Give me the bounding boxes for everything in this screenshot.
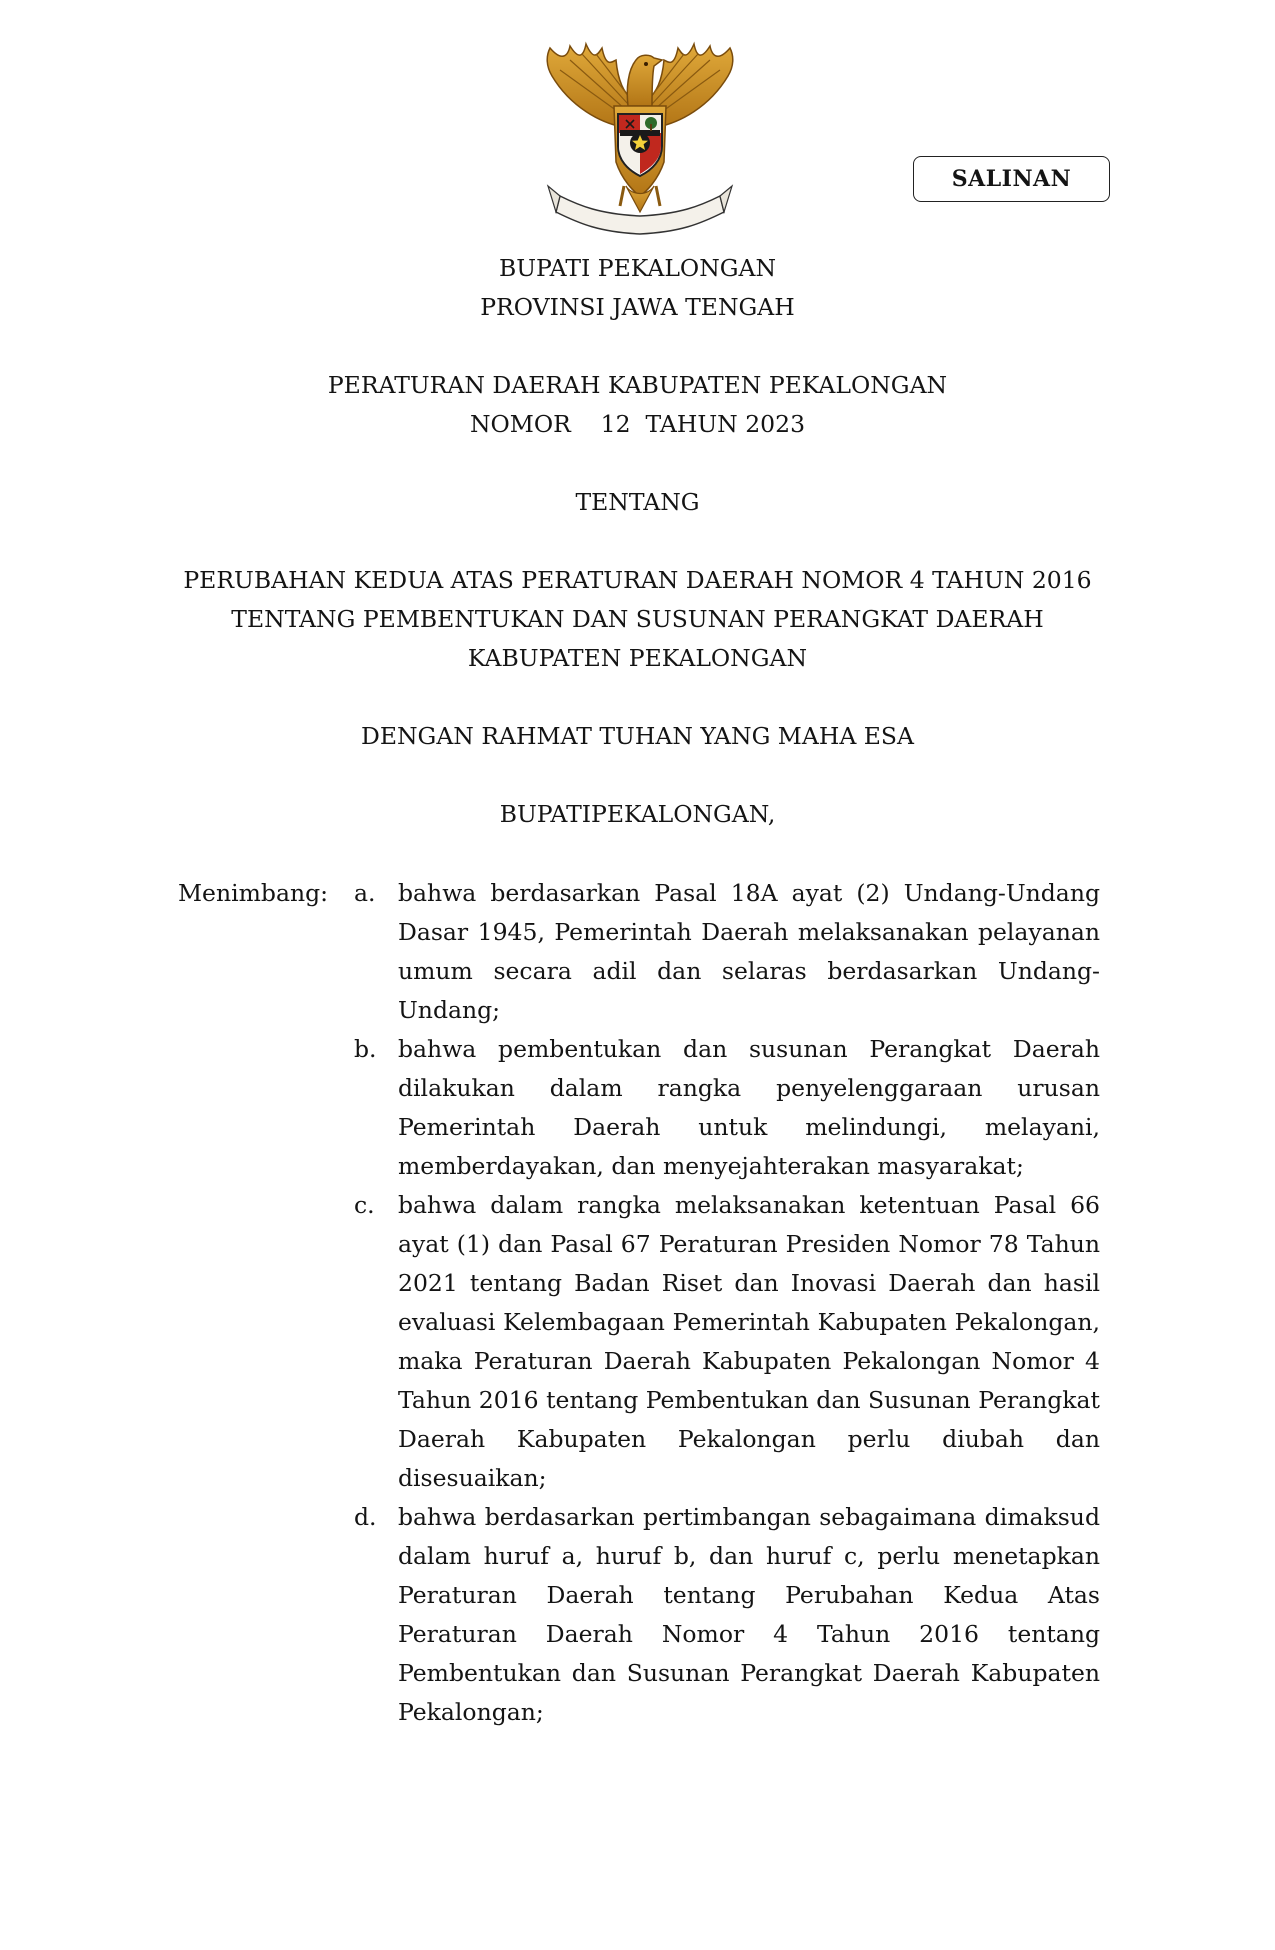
regulation-title: PERATURAN DAERAH KABUPATEN PEKALONGAN [327,371,948,399]
authority-line: BUPATIPEKALONGAN, [499,800,776,828]
salinan-badge: SALINAN [913,156,1110,202]
province-title: PROVINSI JAWA TENGAH [480,293,795,321]
item-letter: c. [354,1191,375,1219]
item-letter: a. [354,879,376,907]
considering-label: Menimbang: [178,879,329,907]
blessing-line: DENGAN RAHMAT TUHAN YANG MAHA ESA [360,722,915,750]
subject-line-1: PERUBAHAN KEDUA ATAS PERATURAN DAERAH NOMOR 4 TAHUN 2016 [183,566,1092,594]
item-text: bahwa pembentukan dan susunan Perangkat Daerah dilakukan dalam rangka penyelenggaraan urusan Pemerintah Daerah untuk melindungi, melayani, memberdayakan, dan menyejahterakan masyarakat; [398,1035,1100,1180]
subject-line-2: TENTANG PEMBENTUKAN DAN SUSUNAN PERANGKAT DAERAH [231,605,1044,633]
about-heading: TENTANG [575,488,700,516]
garuda-emblem-icon [540,36,740,242]
item-letter: d. [354,1503,377,1531]
regent-title: BUPATI PEKALONGAN [498,254,777,282]
item-text: bahwa berdasarkan pertimbangan sebagaimana dimaksud dalam huruf a, huruf b, dan huruf c, perlu menetapkan Peraturan Daerah tentang Perubahan Kedua Atas Peraturan Daerah Nomor 4 Tahun 2016 tentang Pembentukan dan Susunan Perangkat Daerah Kabupaten Pekalongan; [398,1503,1100,1726]
item-text: bahwa berdasarkan Pasal 18A ayat (2) Undang-Undang Dasar 1945, Pemerintah Daerah melaksanakan pelayanan umum secara adil dan selaras berdasarkan Undang-Undang; [398,879,1100,1024]
subject-line-3: KABUPATEN PEKALONGAN [467,644,808,672]
item-letter: b. [354,1035,377,1063]
item-text: bahwa dalam rangka melaksanakan ketentuan Pasal 66 ayat (1) dan Pasal 67 Peraturan Presiden Nomor 78 Tahun 2021 tentang Badan Riset dan Inovasi Daerah dan hasil evaluasi Kelembagaan Pemerintah Kabupaten Pekalongan, maka Peraturan Daerah Kabupaten Pekalongan Nomor 4 Tahun 2016 tentang Pembentukan dan Susunan Perangkat Daerah Kabupaten Pekalongan perlu diubah dan disesuaikan; [398,1191,1100,1492]
regulation-number: NOMOR 12 TAHUN 2023 [469,410,806,438]
